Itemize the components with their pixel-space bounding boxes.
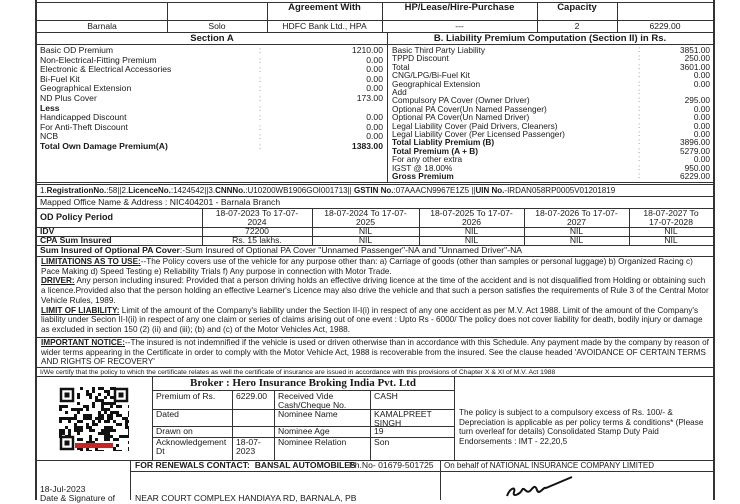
certify-text: I/We certify that the policy to which the certificate relates as well the certificate of insurance are issued in accordance with this provisions of Chapter X & XI of M.V. Act 1988 — [40, 369, 556, 376]
broker-label: Acknowledgement Dt — [156, 437, 227, 456]
section-a-value: 0.00 — [366, 121, 383, 132]
period-cell: 18-07-2024 To 17-07-2025 — [324, 208, 407, 227]
limitations-text: LIMITATIONS AS TO USE:--The Policy covers use of the vehicle for any purpose other than: a) Carriage of goods (other than samples or personal luggage) b) Organized Racing c) Pace Making d) Speed Testing e) Reliability Trials f) Any purpose in connection with Motor Trade. DRIVER: Any person including insured: Provided that a person driving holds an effective driving licence at the time of the accident and is not disqualified from Holding or obtaining such a licence.Provided also that the person holding an effective Learner's Licence may also drive the vehicle and that such a person satisfies the requirements of Rule 3 of the Central Motor Vehicle Rules, 1989. LIMIT OF LIABILITY: Limit of the amount of the Company's liability under the Section II-I(i) in respect of any one accident as per M.V. Act 1988. Limit of the amount of the Company's liability under Secion II-I(ii) in respect of any one claim or series of claims arising out of one event : Upto Rs - 6000/ The policy does not cover liability for death, bodily injury or damage as excluded in section 150 (2) (ii) and (iii); (b) and (c) of the Motor Vehicles Act, 1988. — [41, 257, 709, 334]
colon-separator: : — [638, 137, 641, 147]
policy-note: The policy is subject to a compulsory excess of Rs. 100/- & Depreciation is applicable as per policy terms & conditions* (Please turn overleaf for details) Consolidated Stamp Duty Paid Endorsements : IMT - 22,20,5 — [459, 408, 704, 446]
footer-signature-label: Date & Signature of — [40, 493, 116, 503]
section-b-value: 0.00 — [693, 120, 710, 131]
section-b-value: 0.00 — [693, 70, 710, 81]
colon-separator: : — [638, 112, 641, 122]
header-type: Solo — [208, 21, 226, 31]
on-behalf-text: On behalf of NATIONAL INSURANCE COMPANY LIMITED — [444, 461, 654, 470]
section-a-label: Total Own Damage Premium(A) — [40, 141, 168, 151]
idv-cell: NIL — [664, 226, 678, 236]
section-b-label: TPPD Discount — [392, 53, 449, 64]
section-a-value: 1383.00 — [351, 141, 383, 151]
colon-separator: : — [638, 78, 641, 88]
period-cell: 18-07-2025 To 17-07-2026 — [430, 208, 513, 227]
colon-separator: : — [638, 87, 641, 96]
broker-value: 19 — [374, 426, 384, 436]
section-b-label: Legal Liability Cover (Per Licensed Passenger) — [392, 129, 565, 139]
section-a-label: Basic OD Premium — [40, 45, 114, 55]
section-a-value: 0.00 — [366, 54, 383, 65]
period-cell: 18-07-2027 To 17-07-2028 — [643, 208, 699, 227]
colon-separator: : — [259, 142, 262, 151]
section-a-title: Section A — [190, 33, 234, 44]
broker-label: Nominee Age — [278, 426, 330, 436]
colon-separator: : — [259, 113, 262, 123]
header-agreement-value: HDFC Bank Ltd., HPA — [282, 21, 367, 31]
colon-separator: : — [259, 84, 262, 94]
section-b-value: 295.00 — [684, 95, 710, 106]
colon-separator: : — [259, 103, 262, 113]
renewals-phone: Ph.No- 01679-501725 — [349, 460, 434, 470]
section-b-value: 0.00 — [693, 103, 710, 114]
period-cell: 18-07-2026 To 17-07-2027 — [535, 208, 618, 227]
section-b-label: Legal Liability Cover (Paid Drivers, Cleaners) — [392, 120, 558, 131]
colon-separator: : — [259, 132, 262, 142]
colon-separator: : — [638, 95, 641, 105]
section-b-label: Add — [392, 87, 407, 97]
section-b-label: Total — [392, 61, 410, 72]
section-b-label: Optional PA Cover(Un Named Driver) — [392, 112, 530, 123]
section-a-label: NCB — [40, 131, 59, 142]
section-b-value: 250.00 — [684, 53, 710, 64]
colon-separator: : — [638, 70, 641, 80]
broker-value: KAMALPREET SINGH — [374, 409, 432, 428]
section-a-label: ND Plus Cover — [40, 93, 97, 103]
colon-separator: : — [259, 55, 262, 65]
period-cell: 18-07-2023 To 17-07-2024 — [215, 208, 299, 227]
colon-separator: : — [638, 53, 641, 63]
broker-value: 6229.00 — [236, 391, 268, 401]
colon-separator: : — [638, 145, 641, 155]
cpa-cell: NIL — [569, 235, 584, 245]
broker-label: Nominee Name — [278, 409, 338, 419]
section-a-label: Bi-Fuel Kit — [40, 73, 80, 84]
cpa-cell: NIL — [464, 235, 479, 245]
cpa-cell: NIL — [664, 235, 678, 245]
colon-separator: : — [638, 103, 641, 113]
section-a-value: 0.00 — [366, 64, 383, 75]
section-b-value: 0.00 — [693, 154, 710, 165]
header-capacity-value: 2 — [574, 21, 580, 31]
header-capacity-label: Capacity — [557, 2, 597, 13]
important-notice: IMPORTANT NOTICE:--The insured is not indemnified if the vehicle is used or driven otherwise than in accordance with this Schedule. Any payment made by the company by reason of wider terms appearing in the Certificate in order to comply with the Motor Vehicle Act, 1988 is recoverable from the insured. See the clause headed 'AVOIDANCE OF CERTAIN TERMS AND RIGHTS OF RECOVERY' — [41, 338, 709, 367]
section-b-label: Gross Premium — [392, 171, 454, 181]
section-b-value: 0.00 — [693, 112, 710, 123]
qr-code — [59, 387, 129, 451]
broker-value: 18-07-2023 — [236, 437, 261, 456]
idv-cell: 72200 — [245, 226, 269, 236]
mapped-office: Mapped Office Name & Address : NIC404201 - Barnala Branch — [40, 197, 281, 207]
idv-cell: NIL — [464, 226, 479, 236]
broker-label: Dated — [156, 409, 179, 419]
broker-label: Nominee Relation — [278, 437, 347, 447]
colon-separator: : — [638, 171, 641, 180]
section-b-value: 5279.00 — [680, 145, 710, 156]
cpa-label: CPA Sum Insured — [40, 235, 112, 245]
policy-schedule-document — [35, 0, 715, 503]
section-b-label: Geographical Extension — [392, 78, 481, 89]
colon-separator: : — [259, 122, 262, 132]
section-b-value: 6229.00 — [680, 171, 710, 181]
section-a-label: Geographical Extension — [40, 83, 132, 94]
section-a-value: 0.00 — [366, 83, 383, 94]
section-a-value: 173.00 — [356, 93, 383, 103]
colon-separator: : — [638, 129, 641, 138]
colon-separator: : — [638, 61, 641, 71]
section-b-value: 0.00 — [693, 129, 710, 139]
renewals-line: FOR RENEWALS CONTACT: BANSAL AUTOMOBILES — [135, 460, 356, 470]
header-hp-value: --- — [455, 21, 464, 31]
section-b-label: CNG/LPG/Bi-Fuel Kit — [392, 70, 470, 81]
section-a-label: For Anti-Theft Discount — [40, 121, 128, 132]
renewals-address: NEAR COURT COMPLEX HANDIAYA RD, BARNALA, PB — [135, 493, 357, 503]
section-b-value: 3851.00 — [680, 45, 710, 55]
idv-label: IDV — [40, 226, 55, 236]
broker-value: Son — [374, 437, 390, 447]
colon-separator: : — [638, 120, 641, 130]
colon-separator: : — [638, 154, 641, 164]
cpa-cell: Rs. 15 lakhs. — [232, 235, 282, 245]
colon-separator: : — [259, 94, 262, 103]
section-a-value: 1210.00 — [351, 45, 383, 55]
header-location: Barnala — [87, 21, 117, 31]
colon-separator: : — [259, 46, 262, 55]
idv-cell: NIL — [569, 226, 584, 236]
broker-label: Received Vide Cash/Cheque No. — [278, 391, 347, 410]
broker-title: Broker : Hero Insurance Broking India Pvt. Ltd — [190, 377, 416, 389]
header-agreement-label: Agreement With — [288, 2, 361, 13]
section-b-label: Basic Third Party Liability — [392, 45, 485, 55]
section-b-label: For any other extra — [392, 154, 463, 165]
section-b-value: 950.00 — [684, 162, 710, 173]
footer-date: 18-Jul-2023 — [40, 484, 86, 494]
section-a-label: Non-Electrical-Fitting Premium — [40, 54, 157, 65]
idv-cell: NIL — [358, 226, 373, 236]
colon-separator: : — [638, 45, 641, 54]
section-a-label: Less — [40, 102, 60, 113]
section-b-title: B. Liability Premium Computation (Section II) in Rs. — [433, 33, 667, 44]
section-a-label: Handicapped Discount — [40, 112, 127, 123]
colon-separator: : — [638, 162, 641, 172]
colon-separator: : — [259, 74, 262, 84]
header-gross-value: 6229.00 — [649, 21, 681, 31]
section-b-value: 3601.00 — [680, 61, 710, 72]
section-b-label: Total Liablity Premium (B) — [392, 137, 495, 148]
section-b-label: Total Premium (A + B) — [392, 145, 478, 156]
section-a-value: 0.00 — [366, 73, 383, 84]
sum-insured-line: Sum Insured of Optional PA Cover:-Sum Insured of Optional PA Cover "Unnamed Passenger"-NA and "Unnamed Driver"-NA — [40, 245, 523, 255]
broker-label: Drawn on — [156, 426, 193, 436]
section-b-value: 3896.00 — [680, 137, 710, 148]
section-b-label: Optional PA Cover(Un Named Passenger) — [392, 103, 547, 114]
signature-image — [502, 474, 582, 500]
section-b-value: 0.00 — [693, 78, 710, 89]
broker-label: Premium of Rs. — [156, 391, 216, 401]
header-hp-label: HP/Lease/Hire-Purchase — [404, 2, 515, 13]
section-b-label: IGST @ 18.00% — [392, 162, 453, 173]
section-a-value: 0.00 — [366, 112, 383, 123]
colon-separator: : — [259, 65, 262, 75]
broker-value: CASH — [374, 391, 398, 401]
section-b-label: Compulsory PA Cover (Owner Driver) — [392, 95, 530, 106]
registration-line: 1.RegistrationNo.:58||2.LicenceNo.:1424542||3.CNNNo.:U10200WB1906GOI001713|| GSTIN No.:07AAACN9967E1Z5 ||UIN No.-IRDAN058RP0005V01201819 — [40, 186, 616, 195]
section-a-value: 0.00 — [366, 131, 383, 142]
section-a-label: Electronic & Electrical Accessories — [40, 64, 172, 75]
od-policy-period-label: OD Policy Period — [40, 212, 114, 222]
cpa-cell: NIL — [358, 235, 373, 245]
